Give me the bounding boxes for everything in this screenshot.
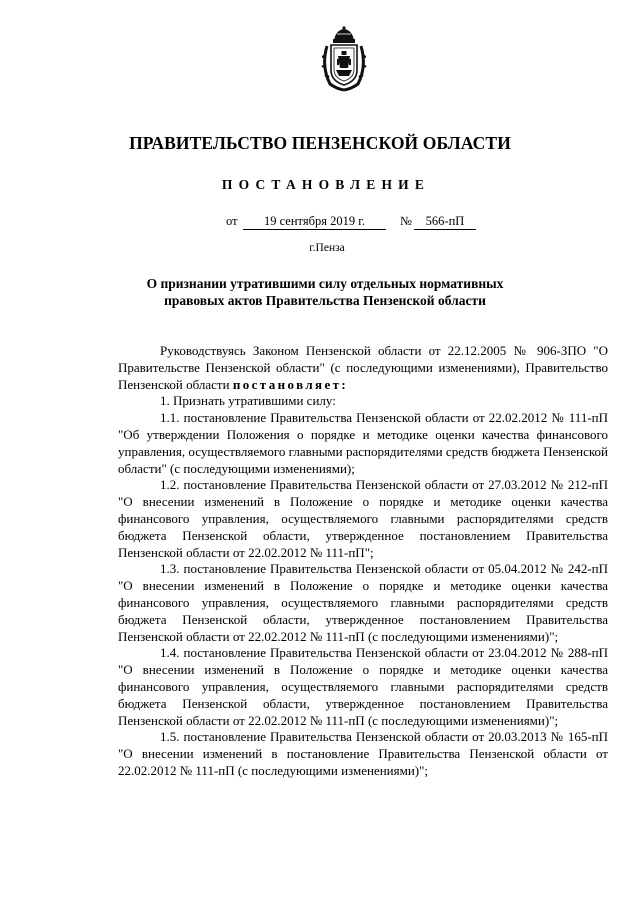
coat-of-arms-icon (318, 26, 370, 92)
item-1-4: 1.4. постановление Правительства Пензенской области от 23.04.2012 № 288-пП "О внесении изменений в Положение о порядке и методике оценки качества финансового управления, осуществляемого главными распорядителями средств бюджета Пензенской области, утвержденное постановлением Правительства Пензенской области от 22.02.2012 № 111-пП (с последующими изменениями)"; (118, 645, 608, 728)
government-title: ПРАВИТЕЛЬСТВО ПЕНЗЕНСКОЙ ОБЛАСТИ (129, 133, 511, 153)
subject-line-2: правовых актов Правительства Пензенской области (164, 292, 486, 308)
document-body (118, 343, 608, 780)
item-1-1: 1.1. постановление Правительства Пензенской области от 22.02.2012 № 111-пП "Об утверждении Положения о порядке и методике оценки качества финансового управления, осуществляемого главными распорядителями средств бюджета Пензенской области" (с последующими изменениями); (118, 410, 608, 476)
date-number-line (0, 214, 640, 234)
date-prefix: от (226, 214, 238, 228)
resolves-word: постановляет: (232, 376, 349, 392)
subject-line-1: О признании утратившими силу отдельных нормативных (146, 276, 504, 291)
document-subject (0, 276, 640, 309)
document-type: ПОСТАНОВЛЕНИЕ (221, 177, 431, 192)
item-1-2: 1.2. постановление Правительства Пензенской области от 27.03.2012 № 212-пП "О внесении изменений в Положение о порядке и методике оценки качества финансового управления, осуществляемого главными распорядителями средств бюджета Пензенской области, утвержденное постановлением Правительства Пензенской области от 22.02.2012 № 111-пП"; (118, 477, 608, 560)
document-number: 566-пП (414, 214, 476, 230)
item-1-5: 1.5. постановление Правительства Пензенской области от 20.03.2013 № 165-пП "О внесении изменений в постановление Правительства Пензенской области от 22.02.2012 № 111-пП (с последующими изменениями)"; (118, 729, 608, 778)
number-prefix: № (400, 214, 412, 228)
city-label: г.Пенза (309, 242, 345, 254)
document-date: 19 сентября 2019 г. (243, 214, 386, 230)
intro-paragraph (118, 343, 608, 393)
intro-text: Руководствуясь Законом Пензенской области от 22.12.2005 № 906-ЗПО "О Правительстве Пензенской области" (с последующими изменениями), Правительство Пензенской области (118, 343, 608, 392)
item-1: 1. Признать утратившими силу: (160, 393, 336, 409)
item-1-3: 1.3. постановление Правительства Пензенской области от 05.04.2012 № 242-пП "О внесении изменений в Положение о порядке и методике оценки качества финансового управления, осуществляемого главными распорядителями средств бюджета Пензенской области, утвержденное постановлением Правительства Пензенской области от 22.02.2012 № 111-пП (с последующими изменениями)"; (118, 561, 608, 644)
